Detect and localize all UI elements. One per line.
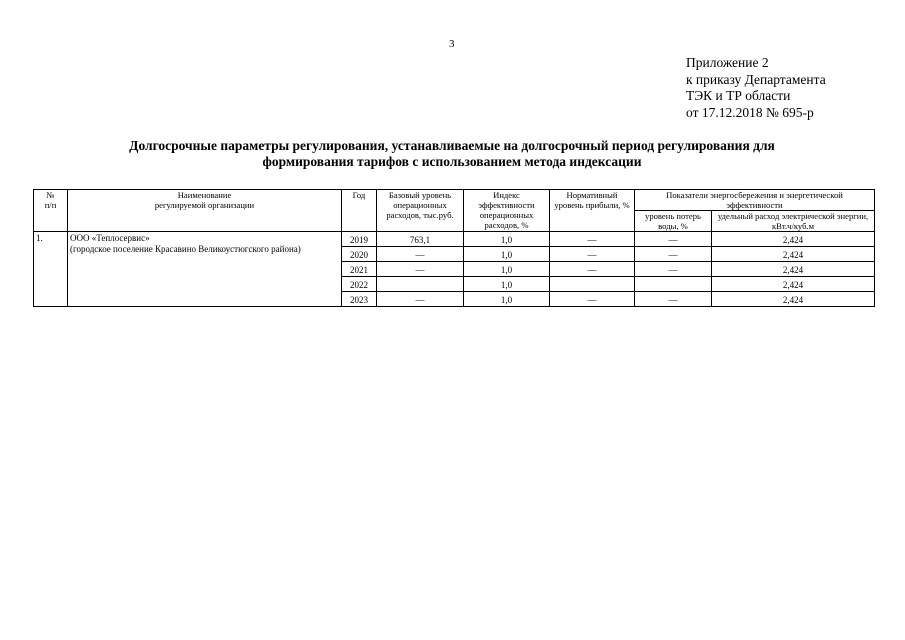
profit-cell: — [550,262,635,277]
year-cell: 2019 [342,232,377,247]
header-efficiency-index: Индекс эффективности операционных расходов, % [464,190,550,232]
appendix-line: ТЭК и ТР области [686,88,791,103]
base-costs-cell: 763,1 [377,232,464,247]
title-line: формирования тарифов с использованием метода индексации [262,154,642,169]
header-energy-group: Показатели энергосбережения и энергетической эффективности [635,190,875,211]
efficiency-index-cell: 1,0 [464,292,550,307]
water-loss-cell: — [635,232,712,247]
year-cell: 2022 [342,277,377,292]
title-line: Долгосрочные параметры регулирования, устанавливаемые на долгосрочный период регулирования для [129,138,775,153]
header-water-loss: уровень потерь воды, % [635,211,712,232]
header-base-costs: Базовый уровень операционных расходов, тыс.руб. [377,190,464,232]
page-number: 3 [449,38,455,50]
header-profit: Нормативный уровень прибыли, % [550,190,635,232]
base-costs-cell: — [377,262,464,277]
document-title [60,138,844,170]
header-name: Наименование регулируемой организации [68,190,342,232]
header-num: № п/п [34,190,68,232]
parameters-table [33,189,875,307]
water-loss-cell: — [635,292,712,307]
base-costs-cell [377,277,464,292]
efficiency-index-cell: 1,0 [464,247,550,262]
appendix-line: к приказу Департамента [686,71,826,87]
water-loss-cell [635,277,712,292]
efficiency-index-cell: 1,0 [464,277,550,292]
energy-consumption-cell: 2,424 [712,247,875,262]
header-energy-consumption: удельный расход электрической энергии, кВт.ч/куб.м [712,211,875,232]
water-loss-cell: — [635,262,712,277]
energy-consumption-cell: 2,424 [712,277,875,292]
energy-consumption-cell: 2,424 [712,292,875,307]
org-number: 1. [34,232,68,307]
year-cell: 2023 [342,292,377,307]
profit-cell: — [550,232,635,247]
appendix-block [686,55,826,121]
table-row [34,232,875,247]
energy-consumption-cell: 2,424 [712,262,875,277]
appendix-line: Приложение 2 [686,55,769,70]
year-cell: 2021 [342,262,377,277]
year-cell: 2020 [342,247,377,262]
energy-consumption-cell: 2,424 [712,232,875,247]
base-costs-cell: — [377,247,464,262]
water-loss-cell: — [635,247,712,262]
base-costs-cell: — [377,292,464,307]
efficiency-index-cell: 1,0 [464,232,550,247]
efficiency-index-cell: 1,0 [464,262,550,277]
header-year: Год [342,190,377,232]
appendix-line: от 17.12.2018 № 695-р [686,104,814,120]
profit-cell [550,277,635,292]
profit-cell: — [550,292,635,307]
profit-cell: — [550,247,635,262]
org-name: ООО «Теплосервис» (городское поселение Красавино Великоустюгского района) [68,232,342,307]
